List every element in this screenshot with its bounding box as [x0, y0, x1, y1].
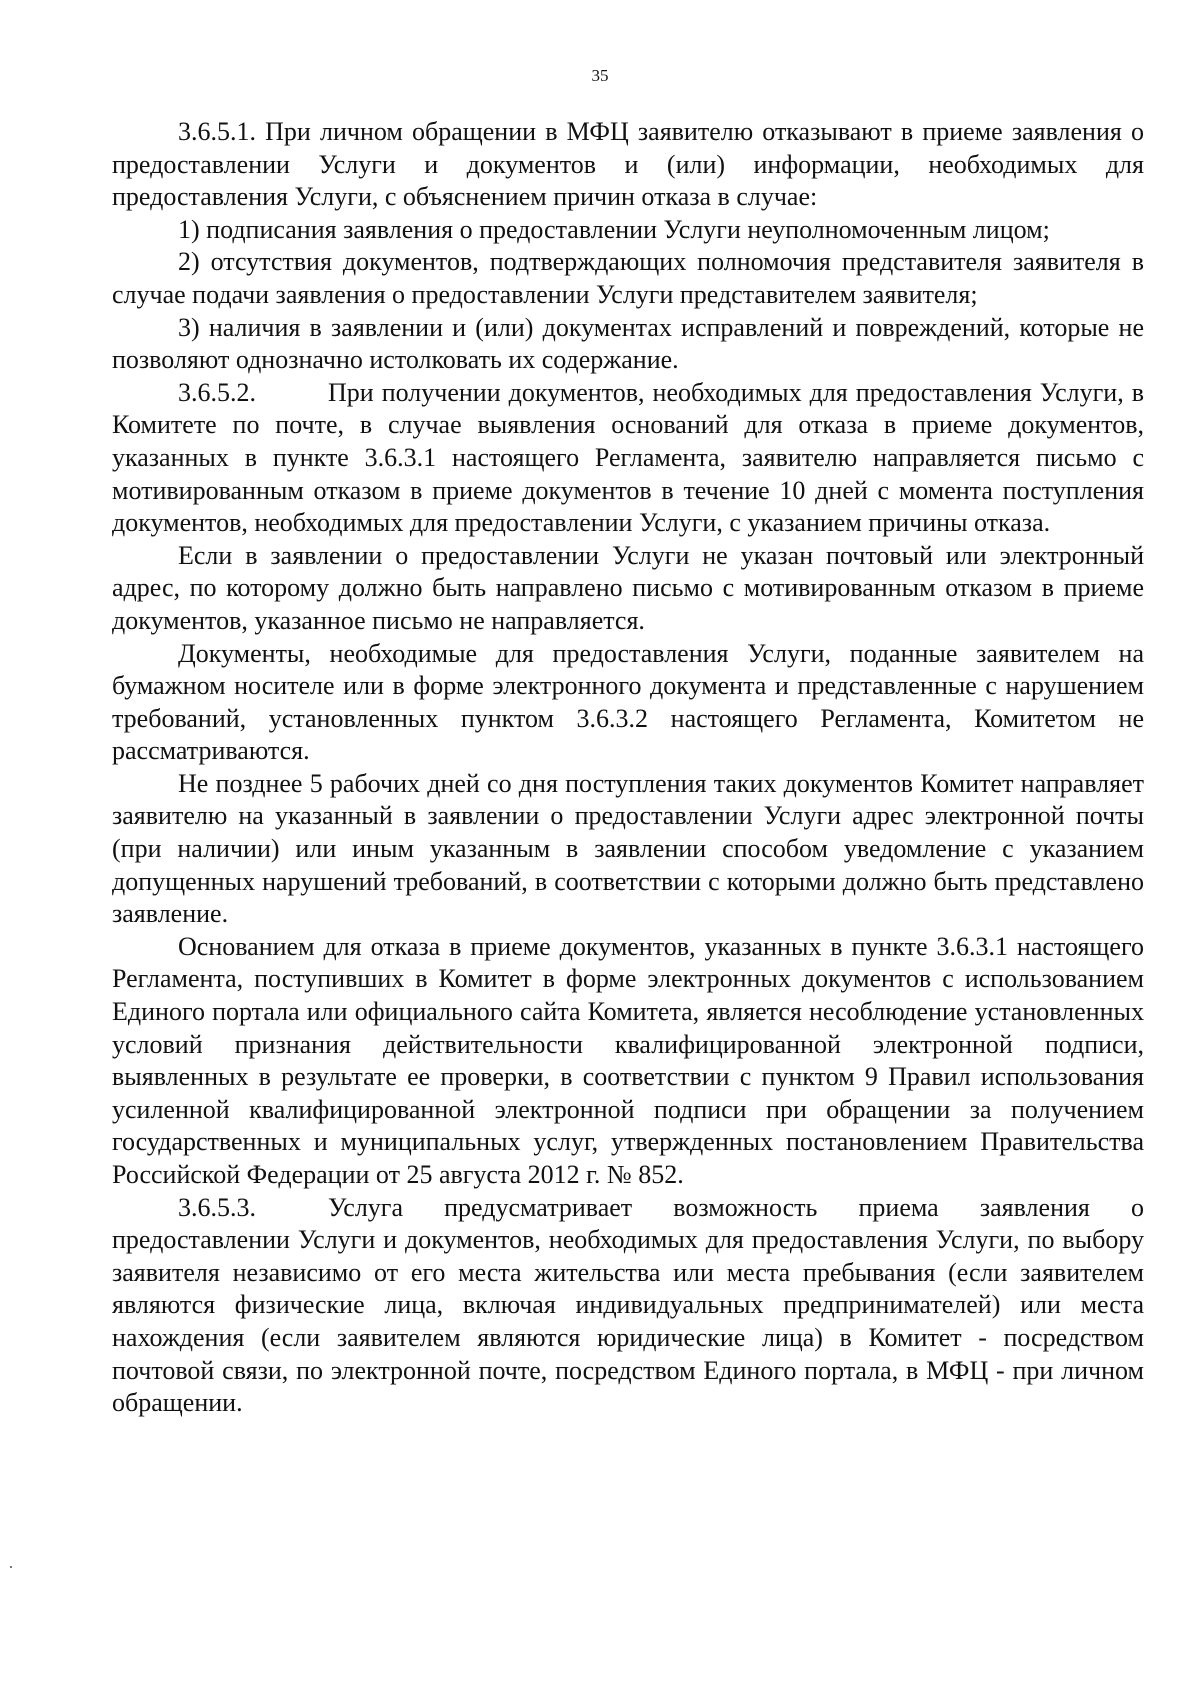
- paragraph-text: При получении документов, необходимых для предоставления Услуги, в Комитете по почте, в случае выявления оснований для отказа в приеме документов, указанных в пункте 3.6.3.1 настоящего Регламента, заявителю направляется письмо с мотивированным отказом в приеме документов в течение 10 дней с момента поступления документов, необходимых для предоставлении Услуги, с указанием причины отказа.: [112, 377, 1144, 538]
- document-body: [112, 116, 1144, 1420]
- paragraph-not-considered: Документы, необходимые для предоставления Услуги, поданные заявителем на бумажном носителе или в форме электронного документа и представленные с нарушением требований, установленных пунктом 3.6.3.2 настоящего Регламента, Комитетом не рассматриваются.: [112, 638, 1144, 766]
- paragraph-reason-1: 1) подписания заявления о предоставлении Услуги неуполномоченным лицом;: [178, 214, 1050, 244]
- paragraph-reason-2: 2) отсутствия документов, подтверждающих полномочия представителя заявителя в случае подачи заявления о предоставлении Услуги представителем заявителя;: [112, 247, 1144, 309]
- page-number: 35: [591, 66, 609, 85]
- section-number: 3.6.5.2.: [178, 377, 256, 407]
- paragraph-refusal-grounds: Основанием для отказа в приеме документов, указанных в пункте 3.6.3.1 настоящего Регламента, поступивших в Комитет в форме электронных документов с использованием Единого портала или официального сайта Комитета, является несоблюдение установленных условий признания действительности квалифицированной электронной подписи, выявленных в результате ее проверки, в соответствии с пунктом 9 Правил использования усиленной квалифицированной электронной подписи при обращении за получением государственных и муниципальных услуг, утвержденных постановлением Правительства Российской Федерации от 25 августа 2012 г. № 852.: [112, 931, 1144, 1189]
- paragraph-text: Услуга предусматривает возможность приема заявления о предоставлении Услуги и документов, необходимых для предоставления Услуги, по выбору заявителя независимо от его места жительства или места пребывания (если заявителем являются физические лица, включая индивидуальных предпринимателей) или места нахождения (если заявителем являются юридические лица) в Комитет - посредством почтовой связи, по электронной почте, посредством Единого портала, в МФЦ - при личном обращении.: [112, 1192, 1144, 1418]
- paragraph-3-6-5-1: 3.6.5.1. При личном обращении в МФЦ заявителю отказывают в приеме заявления о предоставлении Услуги и документов и (или) информации, необходимых для предоставления Услуги, с объяснением причин отказа в случае:: [112, 117, 1144, 212]
- paragraph-notification: Не позднее 5 рабочих дней со дня поступления таких документов Комитет направляет заявителю на указанный в заявлении о предоставлении Услуги адрес электронной почты (при наличии) или иным указанным в заявлении способом уведомление с указанием допущенных нарушений требований, в соответствии с которыми должно быть представлено заявление.: [112, 768, 1144, 929]
- paragraph-reason-3: 3) наличия в заявлении и (или) документах исправлений и повреждений, которые не позволяют однозначно истолковать их содержание.: [112, 312, 1144, 375]
- paragraph-no-address: Если в заявлении о предоставлении Услуги не указан почтовый или электронный адрес, по которому должно быть направлено письмо с мотивированным отказом в приеме документов, указанное письмо не направляется.: [112, 540, 1144, 635]
- scan-speck: [10, 1566, 12, 1568]
- paragraph-3-6-5-2: [112, 377, 1144, 540]
- section-number: 3.6.5.3.: [178, 1192, 256, 1222]
- paragraph-3-6-5-3: [112, 1192, 1144, 1420]
